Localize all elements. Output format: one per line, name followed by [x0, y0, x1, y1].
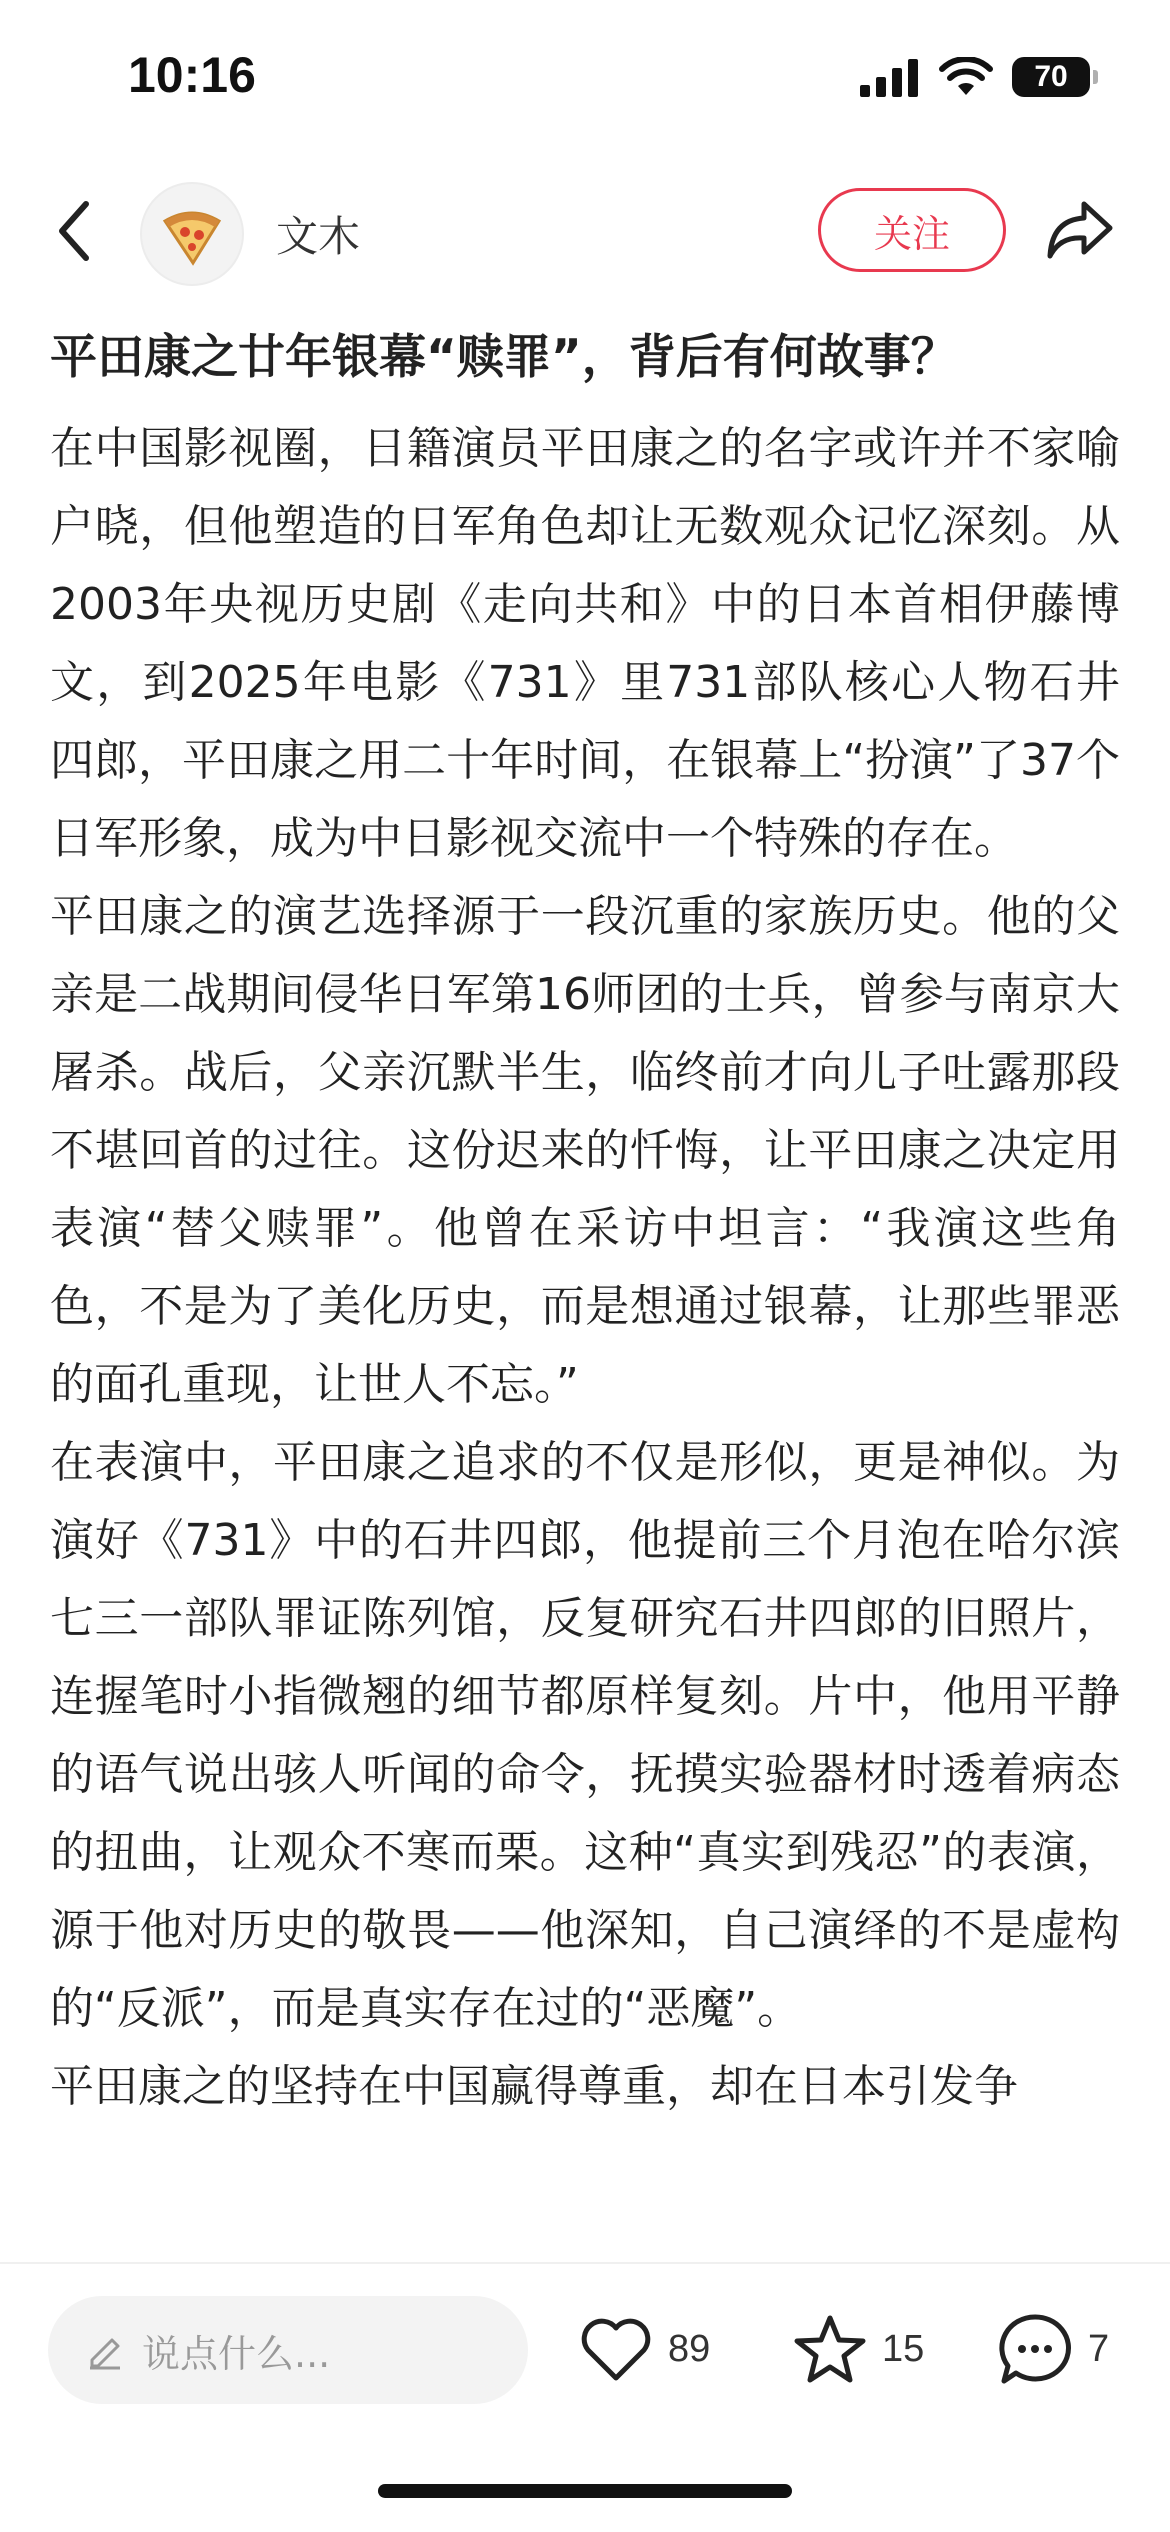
author-name[interactable]: 文木: [276, 212, 361, 261]
pencil-icon: [84, 2330, 124, 2370]
comment-input[interactable]: [48, 2296, 528, 2404]
post-title: 平田康之廿年银幕“赎罪”，背后有何故事？: [50, 330, 958, 385]
status-bar: [0, 0, 1170, 150]
heart-icon: [578, 2314, 654, 2384]
bottom-action-bar: [0, 2262, 1170, 2532]
star-icon: [792, 2312, 868, 2386]
home-indicator: [378, 2484, 792, 2498]
status-time: 10:16: [128, 47, 256, 103]
comment-bubble-icon: [996, 2311, 1074, 2387]
comment-placeholder: 说点什么...: [142, 2331, 331, 2376]
nav-bar: [0, 170, 1170, 290]
status-icons: [860, 52, 1090, 102]
post-paragraph: 在表演中，平田康之追求的不仅是形似，更是神似。为演好《731》中的石井四郎，他提前三个月泡在哈尔滨七三一部队罪证陈列馆，反复研究石井四郎的旧照片，连握笔时小指微翘的细节都原样复刻。片中，他用平静的语气说出骇人听闻的命令，抚摸实验器材时透着病态的扭曲，让观众不寒而栗。这种“真实到残忍”的表演，源于他对历史的敬畏——他深知，自己演绎的不是虚构的“反派”，而是真实存在过的“恶魔”。: [50, 1437, 1120, 2034]
comment-count: 7: [1088, 2327, 1110, 2370]
wifi-icon: [938, 57, 994, 97]
like-count: 89: [668, 2327, 711, 2370]
cellular-signal-icon: [860, 57, 920, 97]
pizza-slice-icon: [157, 199, 227, 269]
battery-indicator: 70: [1012, 57, 1090, 97]
post-paragraph: 在中国影视圈，日籍演员平田康之的名字或许并不家喻户晓，但他塑造的日军角色却让无数观众记忆深刻。从2003年央视历史剧《走向共和》中的日本首相伊藤博文，到2025年电影《731》里731部队核心人物石井四郎，平田康之用二十年时间，在银幕上“扮演”了37个日军形象，成为中日影视交流中一个特殊的存在。: [50, 423, 1120, 864]
post-paragraph: 平田康之的坚持在中国赢得尊重，却在日本引发争: [50, 2061, 1018, 2112]
post-paragraph: 平田康之的演艺选择源于一段沉重的家族历史。他的父亲是二战期间侵华日军第16师团的士兵，曾参与南京大屠杀。战后，父亲沉默半生，临终前才向儿子吐露那段不堪回首的过往。这份迟来的忏悔，让平田康之决定用表演“替父赎罪”。他曾在采访中坦言：“我演这些角色，不是为了美化历史，而是想通过银幕，让那些罪恶的面孔重现，让世人不忘。”: [50, 891, 1120, 1410]
like-button[interactable]: [578, 2304, 710, 2394]
back-chevron-icon[interactable]: [50, 198, 100, 264]
comment-button[interactable]: [996, 2304, 1109, 2394]
follow-button[interactable]: 关注: [818, 188, 1006, 272]
share-icon[interactable]: [1044, 194, 1116, 266]
favorite-count: 15: [882, 2327, 925, 2370]
author-avatar[interactable]: [140, 182, 244, 286]
post-content: [50, 310, 1120, 2260]
favorite-button[interactable]: [792, 2304, 924, 2394]
